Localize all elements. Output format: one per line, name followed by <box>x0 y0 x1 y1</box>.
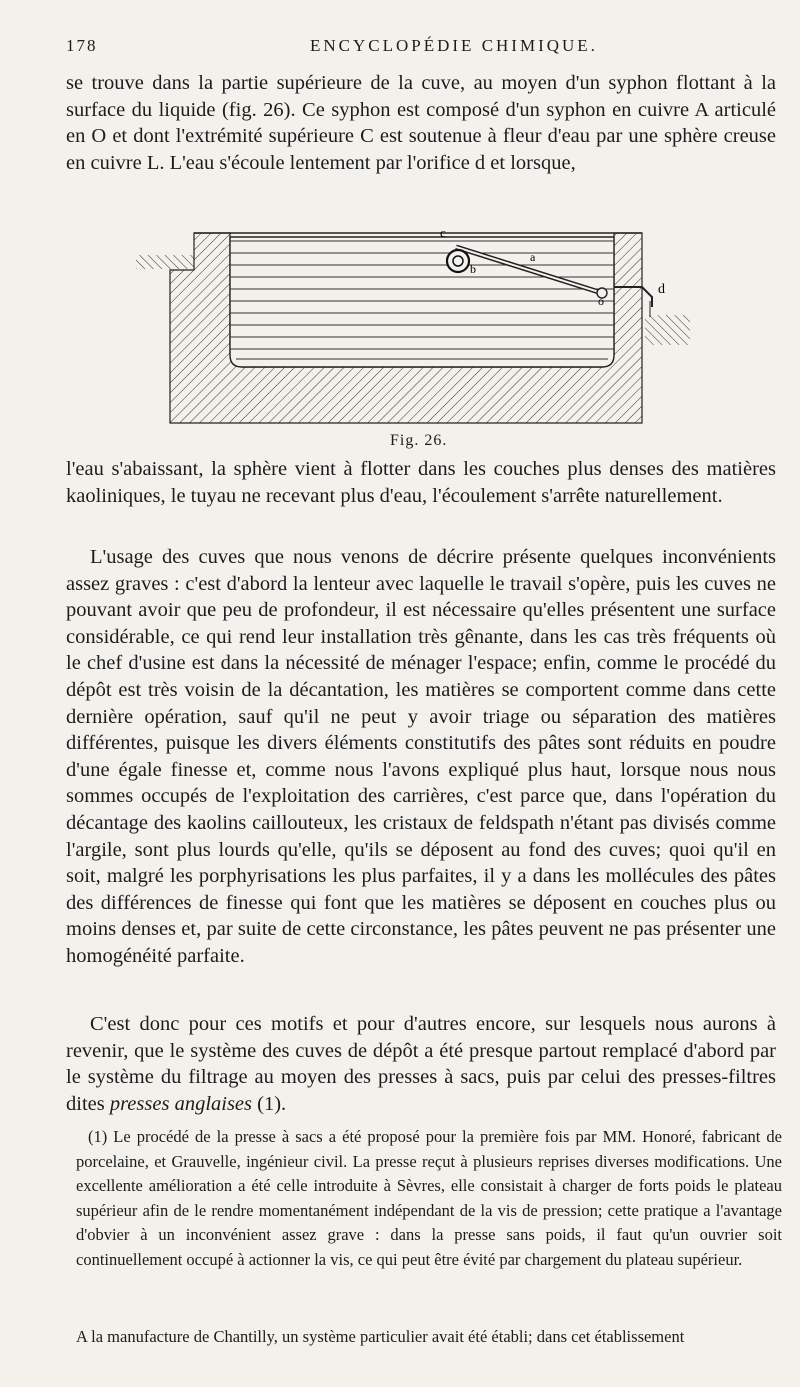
float-sphere <box>447 250 469 272</box>
page-header <box>66 36 766 60</box>
figure-26 <box>130 195 690 430</box>
settling-tank-diagram <box>130 195 690 430</box>
label-c: c <box>440 225 446 240</box>
paragraph-3: L'usage des cuves que nous venons de décrire présente quelques inconvénients assez graves : c'est d'abord la lenteur avec laquelle le travail s'opère, puis les cuves ne pouvant avoir que peu de profondeur, il est nécessaire qu'elles présentent une surface considérable, ce qui rend leur installation très gênante, dans les cas très fréquents où le chef d'usine est dans la nécessité de ménager l'espace; enfin, comme le procédé du dépôt est très voisin de la décantation, les matières se comportent comme dans cette dernière opération, sauf qu'il ne peut y avoir triage ou séparation des matières différentes, puisque les divers éléments constitutifs des pâtes sont réduits en poudre d'une égale finesse et, comme nous l'avons expliqué plus haut, lorsque nous nous sommes occupés de l'exploitation des carrières, c'est parce que, dans l'opération du décantage des kaolins caillouteux, les cristaux de feldspath n'étant pas divisés comme l'argile, sont plus lourds qu'elle, qu'ils se déposent au fond des cuves; quoi qu'il en soit, malgré les porphyrisations les plus parfaites, il y a dans les mollécules des pâtes des différences de finesse qui font que les matières se déposent en couches plus ou moins denses et, par suite de cette circonstance, les pâtes peuvent ne pas présenter une homogénéité parfaite. <box>66 546 776 967</box>
figure-caption: Fig. 26. <box>390 432 448 449</box>
page-number: 178 <box>66 36 98 55</box>
footnote-2: A la manufacture de Chantilly, un système particulier avait été établi; dans cet établissement <box>76 1327 685 1346</box>
paragraph-2: l'eau s'abaissant, la sphère vient à flotter dans les couches plus denses des matières kaoliniques, le tuyau ne recevant plus d'eau, l'écoulement s'arrête naturellement. <box>66 458 776 507</box>
label-a: a <box>530 250 536 264</box>
paragraph-4-footnote-ref: (1). <box>252 1092 287 1115</box>
paragraph-4-italic: presses anglaises <box>109 1092 253 1115</box>
paragraph-4 <box>66 1011 776 1117</box>
ground-right <box>645 315 690 345</box>
label-o: o <box>598 294 604 308</box>
running-title: ENCYCLOPÉDIE CHIMIQUE. <box>310 36 598 55</box>
label-b: b <box>470 262 476 276</box>
paragraph-1: se trouve dans la partie supérieure de la cuve, au moyen d'un syphon flottant à la surface du liquide (fig. 26). Ce syphon est composé d'un syphon en cuivre A articulé en O et dont l'extrémité supérieure C est soutenue à fleur d'eau par une sphère creuse en cuivre L. L'eau s'écoule lentement par l'orifice d et lorsque, <box>66 72 776 174</box>
paragraph-4-text: C'est donc pour ces motifs et pour d'autres encore, sur lesquels nous aurons à revenir, que le système des cuves de dépôt a été presque partout remplacé d'abord par le système du filtrage au moyen des presses à sacs, puis par celui des presses-filtres dites <box>66 1013 776 1115</box>
footnote-1: (1) Le procédé de la presse à sacs a été proposé pour la première fois par MM. Honoré, fabricant de porcelaine, et Grauvelle, ingénieur civil. La presse reçut à plusieurs reprises diverses modifications. Une excellente amélioration a été celle introduite à Sèvres, elle consistait à charger de forts poids le plateau supérieur afin de le rendre momentanément indépendant de la vis de pression; cette pratique a l'avantage d'obvier à un inconvénient assez grave : dans la presse sans poids, il faut qu'un ouvrier soit continuellement occupé à actionner la vis, ce qui peut être évité par chargement du plateau supérieur. <box>76 1127 782 1269</box>
label-d: d <box>658 282 665 297</box>
tank-interior <box>230 237 614 367</box>
ground-left <box>136 255 194 269</box>
